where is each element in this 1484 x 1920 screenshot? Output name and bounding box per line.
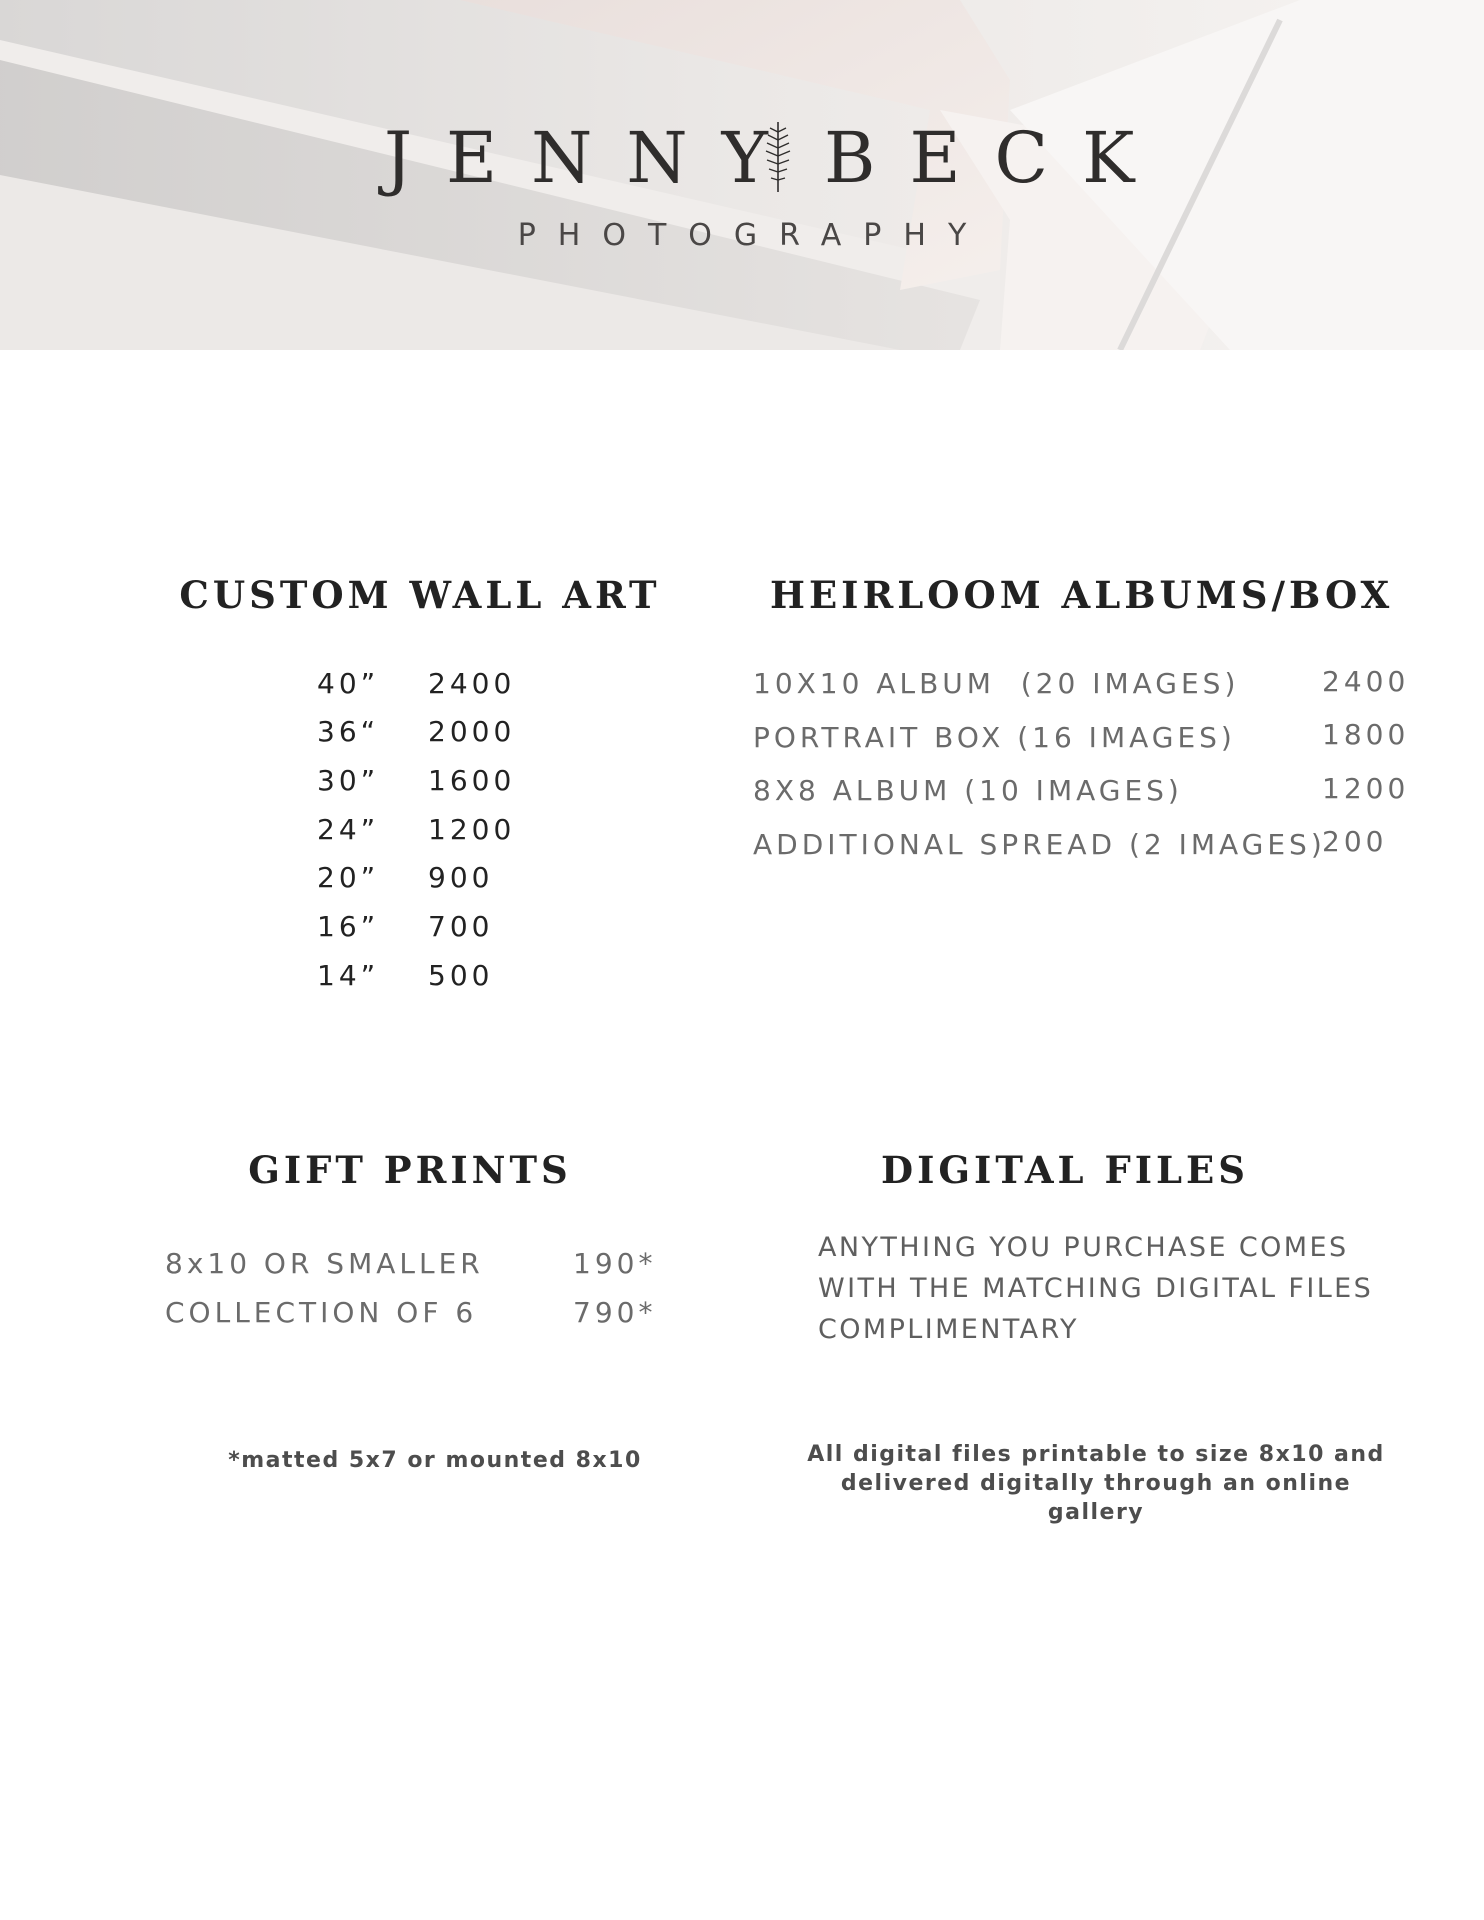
digital-files-note-line: delivered digitally through an online bbox=[840, 1471, 1352, 1496]
wall-art-price: 1600 bbox=[428, 764, 516, 797]
album-price: 1800 bbox=[1322, 718, 1410, 751]
sprig-icon bbox=[756, 118, 800, 198]
logo-subtitle: PHOTOGRAPHY bbox=[517, 218, 989, 253]
gift-prints-heading: GIFT PRINTS bbox=[248, 1148, 572, 1192]
gift-price: 190* bbox=[573, 1247, 657, 1280]
wall-art-price: 1200 bbox=[428, 813, 516, 846]
wall-art-size: 20” bbox=[317, 861, 380, 894]
wall-art-size: 24” bbox=[317, 813, 380, 846]
digital-files-line: WITH THE MATCHING DIGITAL FILES bbox=[818, 1273, 1374, 1304]
wall-art-size: 36“ bbox=[317, 715, 380, 748]
digital-files-heading: DIGITAL FILES bbox=[881, 1148, 1249, 1192]
digital-files-line: ANYTHING YOU PURCHASE COMES bbox=[818, 1232, 1349, 1263]
logo bbox=[0, 0, 1484, 350]
wall-art-price: 500 bbox=[428, 959, 494, 992]
logo-name-first: JENNY bbox=[384, 117, 802, 199]
wall-art-size: 14” bbox=[317, 959, 380, 992]
albums-heading: HEIRLOOM ALBUMS/BOX bbox=[770, 573, 1394, 617]
wall-art-price: 2400 bbox=[428, 667, 516, 700]
gift-price: 790* bbox=[573, 1296, 657, 1329]
gift-item: 8x10 OR SMALLER bbox=[165, 1247, 484, 1280]
album-item: 8X8 ALBUM (10 IMAGES) bbox=[753, 774, 1183, 807]
wall-art-price: 700 bbox=[428, 910, 494, 943]
album-price: 2400 bbox=[1322, 665, 1410, 698]
wall-art-size: 16” bbox=[317, 910, 380, 943]
digital-files-note-line: All digital files printable to size 8x10 and bbox=[807, 1442, 1385, 1467]
wall-art-size: 30” bbox=[317, 764, 380, 797]
gift-prints-note: *matted 5x7 or mounted 8x10 bbox=[228, 1448, 642, 1473]
album-item: 10X10 ALBUM (20 IMAGES) bbox=[753, 667, 1240, 700]
album-item: PORTRAIT BOX (16 IMAGES) bbox=[753, 721, 1236, 754]
logo-name-last: BECK bbox=[824, 117, 1169, 199]
album-price: 1200 bbox=[1322, 772, 1410, 805]
album-item: ADDITIONAL SPREAD (2 IMAGES) bbox=[753, 828, 1326, 861]
digital-files-line: COMPLIMENTARY bbox=[818, 1314, 1079, 1345]
wall-art-price: 2000 bbox=[428, 715, 516, 748]
header-banner bbox=[0, 0, 1484, 350]
album-price: 200 bbox=[1322, 825, 1388, 858]
wall-art-heading: CUSTOM WALL ART bbox=[179, 573, 661, 617]
gift-item: COLLECTION OF 6 bbox=[165, 1296, 478, 1329]
wall-art-size: 40” bbox=[317, 667, 380, 700]
wall-art-price: 900 bbox=[428, 861, 494, 894]
digital-files-note-line: gallery bbox=[1047, 1500, 1145, 1525]
